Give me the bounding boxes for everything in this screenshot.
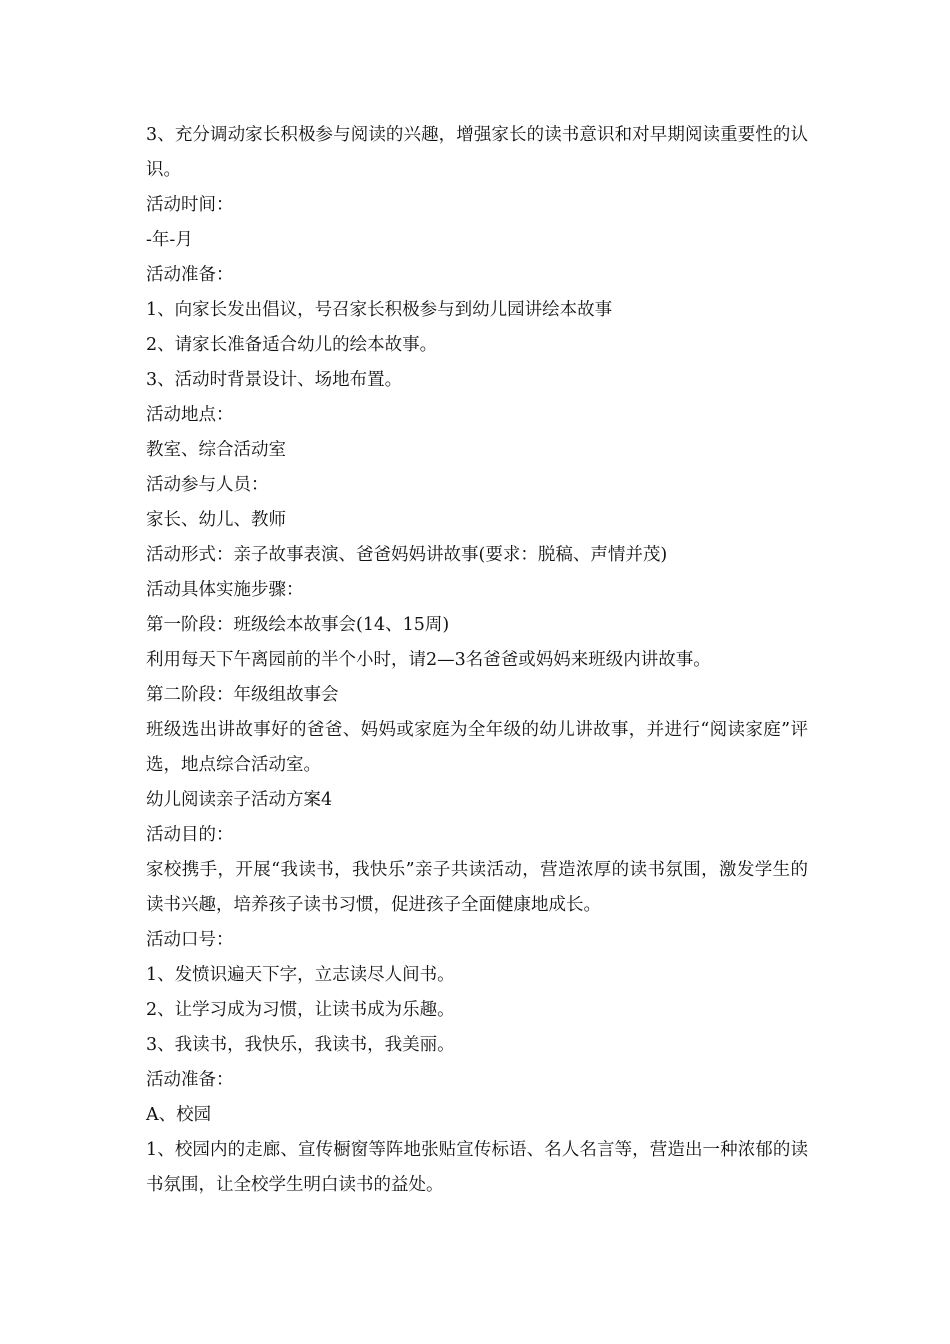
paragraph: 活动时间： bbox=[146, 195, 234, 215]
paragraph: 活动参与人员： bbox=[146, 475, 269, 495]
paragraph: 2、请家长准备适合幼儿的绘本故事。 bbox=[146, 335, 438, 355]
paragraph: 活动地点： bbox=[146, 405, 234, 425]
paragraph: 3、我读书，我快乐，我读书，我美丽。 bbox=[146, 1035, 455, 1055]
paragraph: 活动准备： bbox=[146, 1070, 234, 1090]
paragraph: 班级选出讲故事好的爸爸、妈妈或家庭为全年级的幼儿讲故事，并进行“阅读家庭”评选，地点综合活动室。 bbox=[146, 720, 808, 775]
paragraph: 2、让学习成为习惯，让读书成为乐趣。 bbox=[146, 1000, 455, 1020]
paragraph: 家校携手，开展“我读书，我快乐”亲子共读活动，营造浓厚的读书氛围，激发学生的读书兴趣，培养孩子读书习惯，促进孩子全面健康地成长。 bbox=[146, 860, 808, 915]
paragraph: 3、活动时背景设计、场地布置。 bbox=[146, 370, 403, 390]
paragraph: 1、发愤识遍天下字，立志读尽人间书。 bbox=[146, 965, 455, 985]
document-body bbox=[146, 118, 808, 1203]
paragraph: 活动目的： bbox=[146, 825, 234, 845]
paragraph: 家长、幼儿、教师 bbox=[146, 510, 286, 530]
paragraph: 第一阶段：班级绘本故事会(14、15周) bbox=[146, 615, 450, 635]
paragraph: 活动口号： bbox=[146, 930, 234, 950]
paragraph: 活动具体实施步骤： bbox=[146, 580, 304, 600]
paragraph: A、校园 bbox=[146, 1105, 212, 1125]
paragraph: -年-月 bbox=[146, 230, 193, 250]
paragraph: 利用每天下午离园前的半个小时，请2—3名爸爸或妈妈来班级内讲故事。 bbox=[146, 650, 711, 670]
paragraph: 活动形式：亲子故事表演、爸爸妈妈讲故事(要求：脱稿、声情并茂) bbox=[146, 545, 668, 565]
paragraph: 活动准备： bbox=[146, 265, 234, 285]
paragraph: 1、向家长发出倡议，号召家长积极参与到幼儿园讲绘本故事 bbox=[146, 300, 613, 320]
paragraph: 第二阶段：年级组故事会 bbox=[146, 685, 339, 705]
paragraph: 教室、综合活动室 bbox=[146, 440, 286, 460]
paragraph: 3、充分调动家长积极参与阅读的兴趣，增强家长的读书意识和对早期阅读重要性的认识。 bbox=[146, 125, 808, 180]
section-title: 幼儿阅读亲子活动方案4 bbox=[146, 790, 333, 810]
paragraph: 1、校园内的走廊、宣传橱窗等阵地张贴宣传标语、名人名言等，营造出一种浓郁的读书氛围，让全校学生明白读书的益处。 bbox=[146, 1140, 808, 1195]
